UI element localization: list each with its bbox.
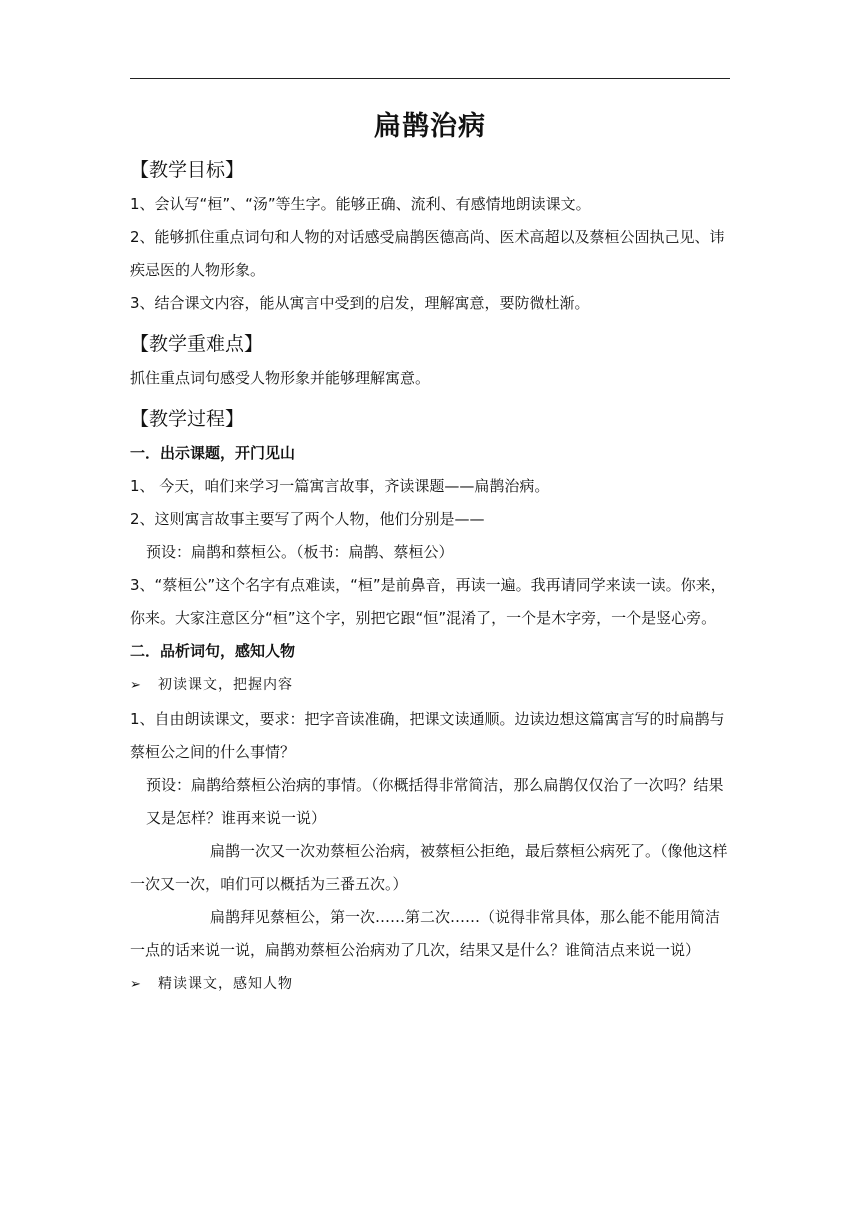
part1-title: 一．出示课题，开门见山 xyxy=(130,444,296,462)
bullet-item-1 xyxy=(130,668,730,703)
part2-title: 二．品析词句，感知人物 xyxy=(130,642,296,660)
bullet-item-2 xyxy=(130,967,730,1002)
part1-item-3: 3、“蔡桓公”这个名字有点难读，“桓”是前鼻音，再读一遍。我再请同学来读一读。你来，你来。大家注意区分“桓”这个字，别把它跟“恒”混淆了，一个是木字旁，一个是竖心旁。 xyxy=(130,576,726,627)
objectives-heading: 【教学目标】 xyxy=(130,159,245,181)
part2-item-answer-1: 扁鹊一次又一次劝蔡桓公治病，被蔡桓公拒绝，最后蔡桓公病死了。（像他这样一次又一次，咱们可以概括为三番五次。） xyxy=(130,842,728,893)
objective-item-3: 3、结合课文内容，能从寓言中受到的启发，理解寓意，要防微杜渐。 xyxy=(130,294,590,312)
document-title: 扁鹊治病 xyxy=(374,111,486,142)
process-heading: 【教学过程】 xyxy=(130,408,245,430)
header-rule xyxy=(130,78,730,79)
part2-item-preset: 预设：扁鹊给蔡桓公治病的事情。（你概括得非常简洁，那么扁鹊仅仅治了一次吗？结果又是怎样？谁再来说一说） xyxy=(146,776,724,827)
key-points-heading: 【教学重难点】 xyxy=(130,333,264,355)
arrow-bullet-icon: ➢ xyxy=(130,977,142,992)
part2-item-1: 1、自由朗读课文，要求：把字音读准确，把课文读通顺。边读边想这篇寓言写的时扁鹊与蔡桓公之间的什么事情？ xyxy=(130,710,725,761)
objective-item-1: 1、会认写“桓”、“汤”等生字。能够正确、流利、有感情地朗读课文。 xyxy=(130,195,591,213)
part1-item-preset: 预设：扁鹊和蔡桓公。（板书：扁鹊、蔡桓公） xyxy=(146,543,454,561)
bullet-item-1-label: 初读课文，把握内容 xyxy=(158,677,293,693)
document-body xyxy=(130,104,730,1002)
arrow-bullet-icon: ➢ xyxy=(130,678,142,693)
objective-item-2: 2、能够抓住重点词句和人物的对话感受扁鹊医德高尚、医术高超以及蔡桓公固执己见、讳疾忌医的人物形象。 xyxy=(130,228,725,279)
part1-item-2: 2、这则寓言故事主要写了两个人物，他们分别是—— xyxy=(130,510,485,528)
part2-item-answer-2: 扁鹊拜见蔡桓公，第一次……第二次……（说得非常具体，那么能不能用简洁一点的话来说一说，扁鹊劝蔡桓公治病劝了几次，结果又是什么？谁简洁点来说一说） xyxy=(130,908,721,959)
part1-item-1: 1、 今天，咱们来学习一篇寓言故事，齐读课题——扁鹊治病。 xyxy=(130,477,550,495)
key-points-text: 抓住重点词句感受人物形象并能够理解寓意。 xyxy=(130,369,431,387)
bullet-item-2-label: 精读课文，感知人物 xyxy=(158,976,293,992)
